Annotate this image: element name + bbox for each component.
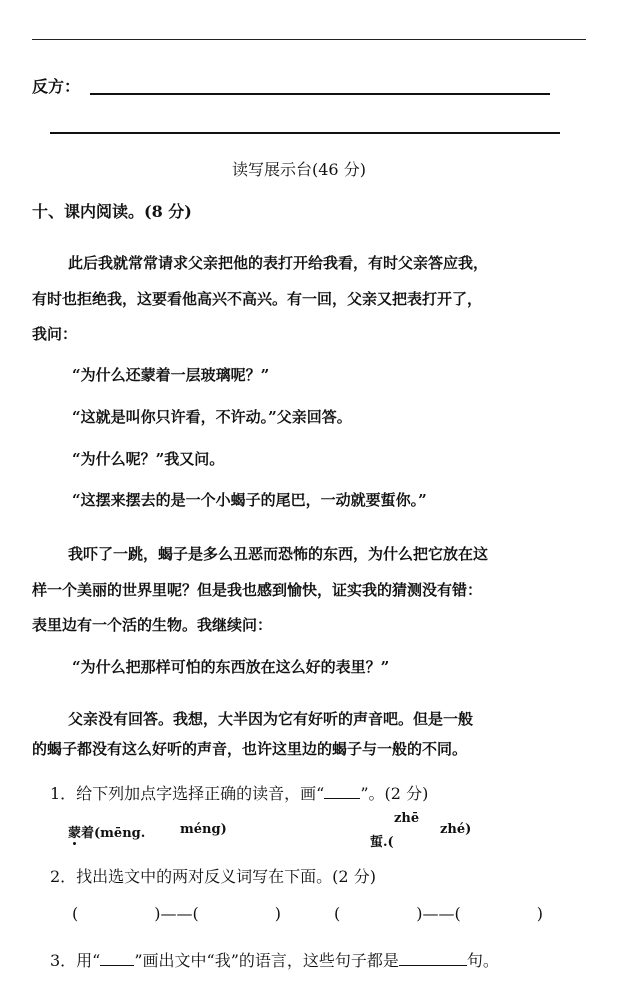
q2-pair2-close-b: ) xyxy=(536,904,543,923)
passage-dialogue-2: “这就是叫你只许看，不许动。”父亲回答。 xyxy=(72,408,352,426)
passage-p1-line2: 有时也拒绝我，这要看他高兴不高兴。有一回，父亲又把表打开了， xyxy=(32,290,483,308)
passage-dialogue-5: “为什么把那样可怕的东西放在这么好的表里？” xyxy=(72,658,390,676)
q2-pair1-dash: —— xyxy=(160,904,193,923)
q3-prefix: 3．用“ xyxy=(50,951,101,970)
q1-meng-group xyxy=(68,822,145,841)
q3-suffix: 句。 xyxy=(466,951,499,970)
q1-suffix: ”。(2 分) xyxy=(360,784,429,803)
passage-p2-line2: 样一个美丽的世界里呢？但是我也感到愉快，证实我的猜测没有错： xyxy=(32,581,483,599)
q2-pair1-close-b: ) xyxy=(274,904,281,923)
q1-meng-char: 蒙 xyxy=(68,822,81,841)
q3-middle: ”画出文中“我”的语言，这些句子都是 xyxy=(134,951,399,970)
passage-dialogue-4: “这摆来摆去的是一个小蝎子的尾巴，一动就要蜇你。” xyxy=(72,491,427,509)
passage-p1-line1: 此后我就常常请求父亲把他的表打开给我看，有时父亲答应我， xyxy=(68,254,489,272)
passage-p1-line3: 我问： xyxy=(32,325,78,343)
passage-p3-line2: 的蝎子都没有这么好听的声音，也许这里边的蝎子与一般的不同。 xyxy=(32,740,468,758)
q1-prefix: 1．给下列加点字选择正确的读音，画“ xyxy=(50,784,325,803)
q2-pair2-open-b: ( xyxy=(454,904,461,923)
q3-mark-blank[interactable] xyxy=(100,965,134,966)
q2-pair2-dash: —— xyxy=(422,904,455,923)
q2-pair1-close-a: ) xyxy=(154,904,161,923)
fanfang-label: 反方： xyxy=(32,77,81,96)
fanfang-answer-line-2[interactable] xyxy=(50,132,560,134)
q2-pair-2 xyxy=(334,904,543,923)
passage-p2-line1: 我吓了一跳，蝎子是多么丑恶而恐怖的东西，为什么把它放在这 xyxy=(68,545,489,563)
passage-p3-line1: 父亲没有回答。我想，大半因为它有好听的声音吧。但是一般 xyxy=(68,710,474,728)
passage-dialogue-3: “为什么呢？”我又问。 xyxy=(72,450,225,468)
q1-zhe-option1[interactable]: zhē xyxy=(394,811,420,826)
q1-zhe-option2[interactable]: zhé) xyxy=(440,822,472,837)
q2-pair1-open-a: ( xyxy=(72,904,79,923)
q1-answer-blank[interactable] xyxy=(324,798,360,799)
passage-p2-line3: 表里边有一个活的生物。我继续问： xyxy=(32,616,273,634)
q2-pair2-close-a: ) xyxy=(416,904,423,923)
passage-dialogue-1: “为什么还蒙着一层玻璃呢？” xyxy=(72,366,270,384)
q1-meng-option1[interactable]: 着(mēng. xyxy=(81,826,146,841)
q1-zhe-group xyxy=(370,831,394,850)
top-rule xyxy=(32,39,586,40)
q2-title: 2．找出选文中的两对反义词写在下面。(2 分) xyxy=(50,867,376,886)
question-10-title: 十、课内阅读。(8 分) xyxy=(32,202,192,221)
q1-meng-option2[interactable]: méng) xyxy=(180,822,227,837)
q2-pair-1 xyxy=(72,904,281,923)
q1-line xyxy=(50,781,428,804)
q2-pair1-open-b: ( xyxy=(192,904,199,923)
q2-pair2-open-a: ( xyxy=(334,904,341,923)
fanfang-answer-line-1[interactable] xyxy=(90,93,550,95)
q3-answer-blank[interactable] xyxy=(399,965,467,966)
q1-zhe-char: 蜇 xyxy=(370,835,384,850)
q1-zhe-paren: .( xyxy=(383,835,394,850)
q3-line xyxy=(50,948,499,971)
section-title: 读写展示台(46 分) xyxy=(232,160,366,179)
